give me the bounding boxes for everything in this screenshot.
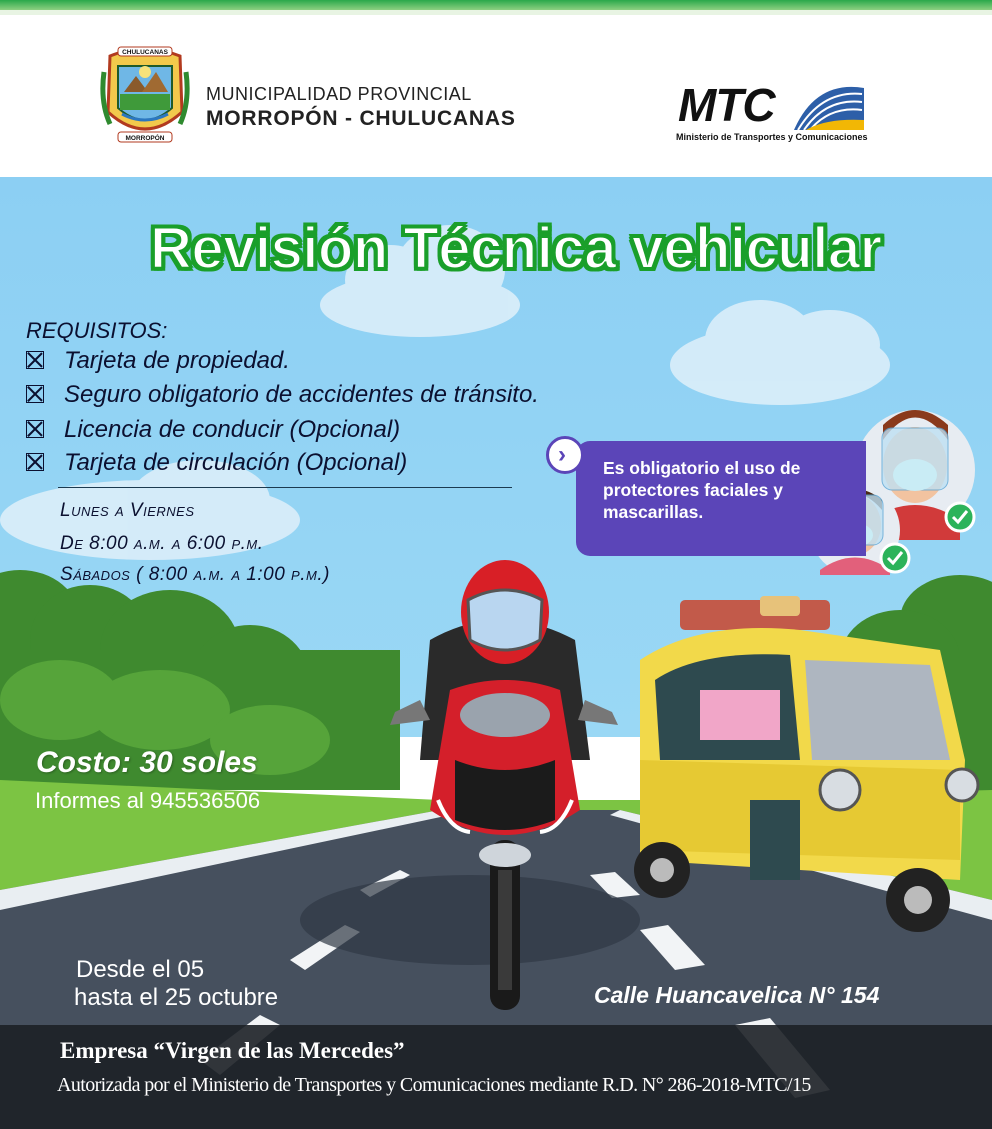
requirements-heading: REQUISITOS: xyxy=(26,318,168,343)
address-text: Calle Huancavelica N° 154 xyxy=(594,982,880,1008)
coat-of-arms-logo xyxy=(100,42,190,146)
cost-text: Costo: 30 soles xyxy=(36,746,258,779)
coat-bottom-text: MORROPÓN xyxy=(125,135,165,142)
main-title: Revisión Técnica vehicular xyxy=(150,216,882,281)
requirement-item: Seguro obligatorio de accidentes de tránsito. xyxy=(26,381,539,409)
schedule-saturday: Sábados ( 8:00 a.m. a 1:00 p.m.) xyxy=(60,564,330,585)
checkbox-cross-icon xyxy=(26,385,44,403)
authorization-text: Autorizada por el Ministerio de Transportes y Comunicaciones mediante R.D. N° 286-2018-MTC/15 xyxy=(57,1074,811,1096)
checkbox-cross-icon xyxy=(26,453,44,471)
mtc-subtitle: Ministerio de Transportes y Comunicaciones xyxy=(676,132,868,142)
requirement-item: Tarjeta de propiedad. xyxy=(26,347,290,375)
mask-notice-text: Es obligatorio el uso de protectores faciales y mascarillas. xyxy=(603,458,801,522)
schedule-weekday-hours: De 8:00 a.m. a 6:00 p.m. xyxy=(60,533,264,554)
chevron-right-icon: › xyxy=(546,436,584,474)
check-icon xyxy=(946,503,974,531)
info-phone: Informes al 945536506 xyxy=(35,788,261,813)
municipality-line2: MORROPÓN - CHULUCANAS xyxy=(206,107,516,130)
checkbox-cross-icon xyxy=(26,351,44,369)
schedule-weekdays: Lunes a Viernes xyxy=(60,500,195,521)
header xyxy=(0,0,992,177)
dates-start: Desde el 05 xyxy=(76,956,205,983)
check-icon xyxy=(881,544,909,572)
top-green-stripe-light xyxy=(0,10,992,15)
top-green-stripe xyxy=(0,0,992,10)
divider xyxy=(58,487,512,488)
coat-top-text: CHULUCANAS xyxy=(122,49,168,56)
company-name: Empresa “Virgen de las Mercedes” xyxy=(60,1038,405,1063)
dates-end: hasta el 25 octubre xyxy=(74,984,279,1011)
municipality-line1: MUNICIPALIDAD PROVINCIAL xyxy=(206,84,472,104)
mtc-acronym: MTC xyxy=(678,79,775,131)
requirement-item: Licencia de conducir (Opcional) xyxy=(26,416,400,444)
requirement-item: Tarjeta de circulación (Opcional) xyxy=(26,449,407,477)
checkbox-cross-icon xyxy=(26,420,44,438)
